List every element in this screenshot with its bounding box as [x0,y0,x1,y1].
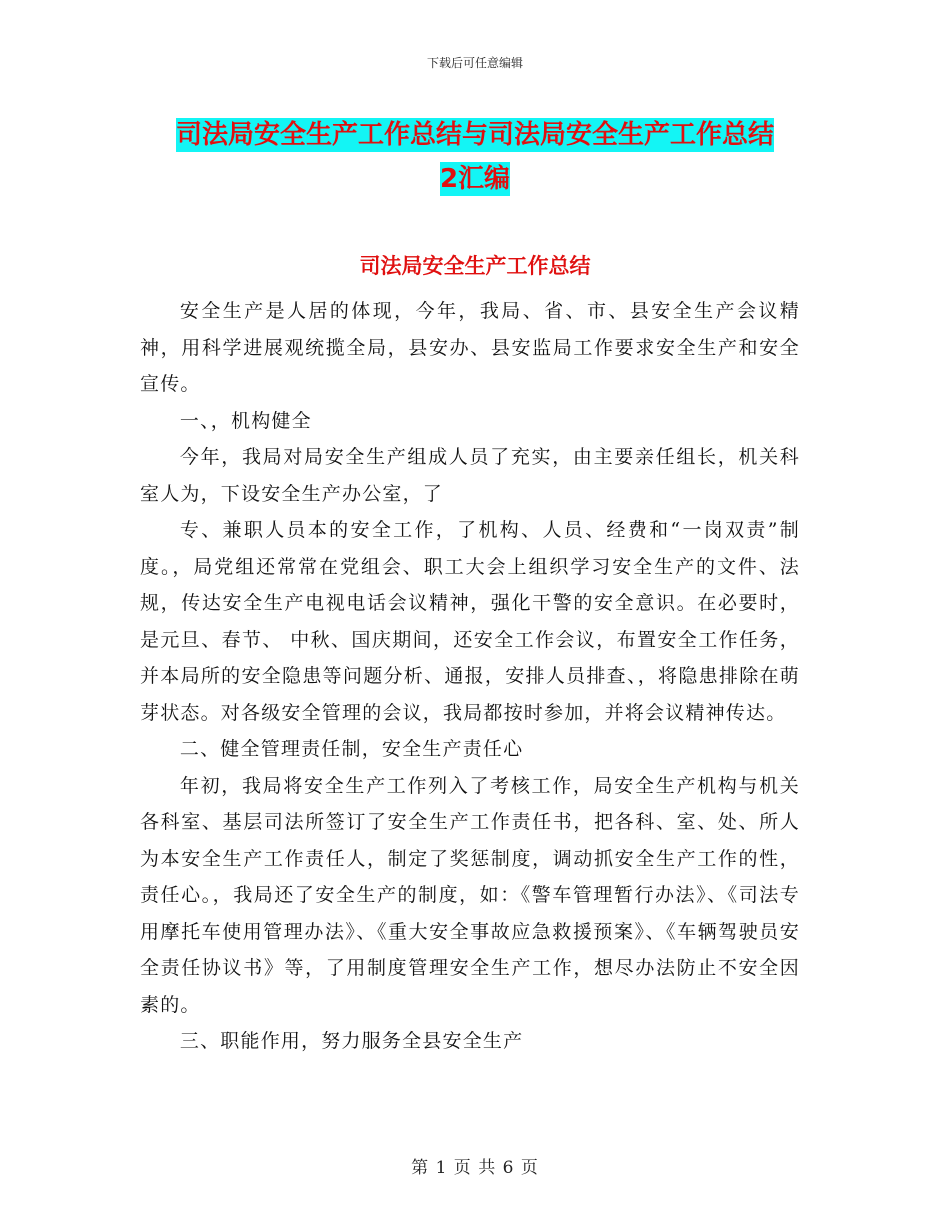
paragraph: 一、，机构健全 [179,409,312,432]
section-title: 司法局安全生产工作总结 [359,254,591,278]
document-body [140,293,800,1060]
document-title-line2 [0,158,950,195]
document-title-line1 [0,114,950,151]
paragraph: 安全生产是人居的体现，今年，我局、省、市、县安全生产会议精神，用科学进展观统揽全局，县安办、县安监局工作要求安全生产和安全宣传。 [140,300,800,395]
document-title-text-1: 司法局安全生产工作总结与司法局安全生产工作总结 [175,120,774,150]
paragraph: 三、职能作用，努力服务全县安全生产 [179,1030,524,1052]
document-title-text-2: 2汇编 [439,164,511,194]
header-note: 下载后可任意编辑 [426,56,523,70]
paragraph: 年初，我局将安全生产工作列入了考核工作，局安全生产机构与机关各科室、基层司法所签订了安全生产工作责任书，把各科、室、处、所人为本安全生产工作责任人，制定了奖惩制度，调动抓安全生产工作的性，责任心。，我局还了安全生产的制度，如：《警车管理暂行办法》、《司法专用摩托车使用管理办法》、《重大安全事故应急救援预案》、《车辆驾驶员安全责任协议书》等，了用制度管理安全生产工作，想尽办法防止不安全因素的。 [140,774,800,1016]
paragraph: 专、兼职人员本的安全工作，了机构、人员、经费和“一岗双责”制度。，局党组还常常在党组会、职工大会上组织学习安全生产的文件、法规，传达安全生产电视电话会议精神，强化干警的安全意识。在必要时，是元旦、春节、 中秋、国庆期间，还安全工作会议，布置安全工作任务，并本局所的安全隐患等问题分析、通报，安排人员排查、，将隐患排除在萌芽状态。对各级安全管理的会议，我局都按时参加，并将会议精神传达。 [140,519,800,724]
paragraph: 二、健全管理责任制，安全生产责任心 [179,738,524,760]
paragraph: 今年，我局对局安全生产组成人员了充实，由主要亲任组长，机关科室人为，下设安全生产办公室，了 [140,446,800,505]
page-number: 第 1 页 共 6 页 [411,1158,539,1178]
